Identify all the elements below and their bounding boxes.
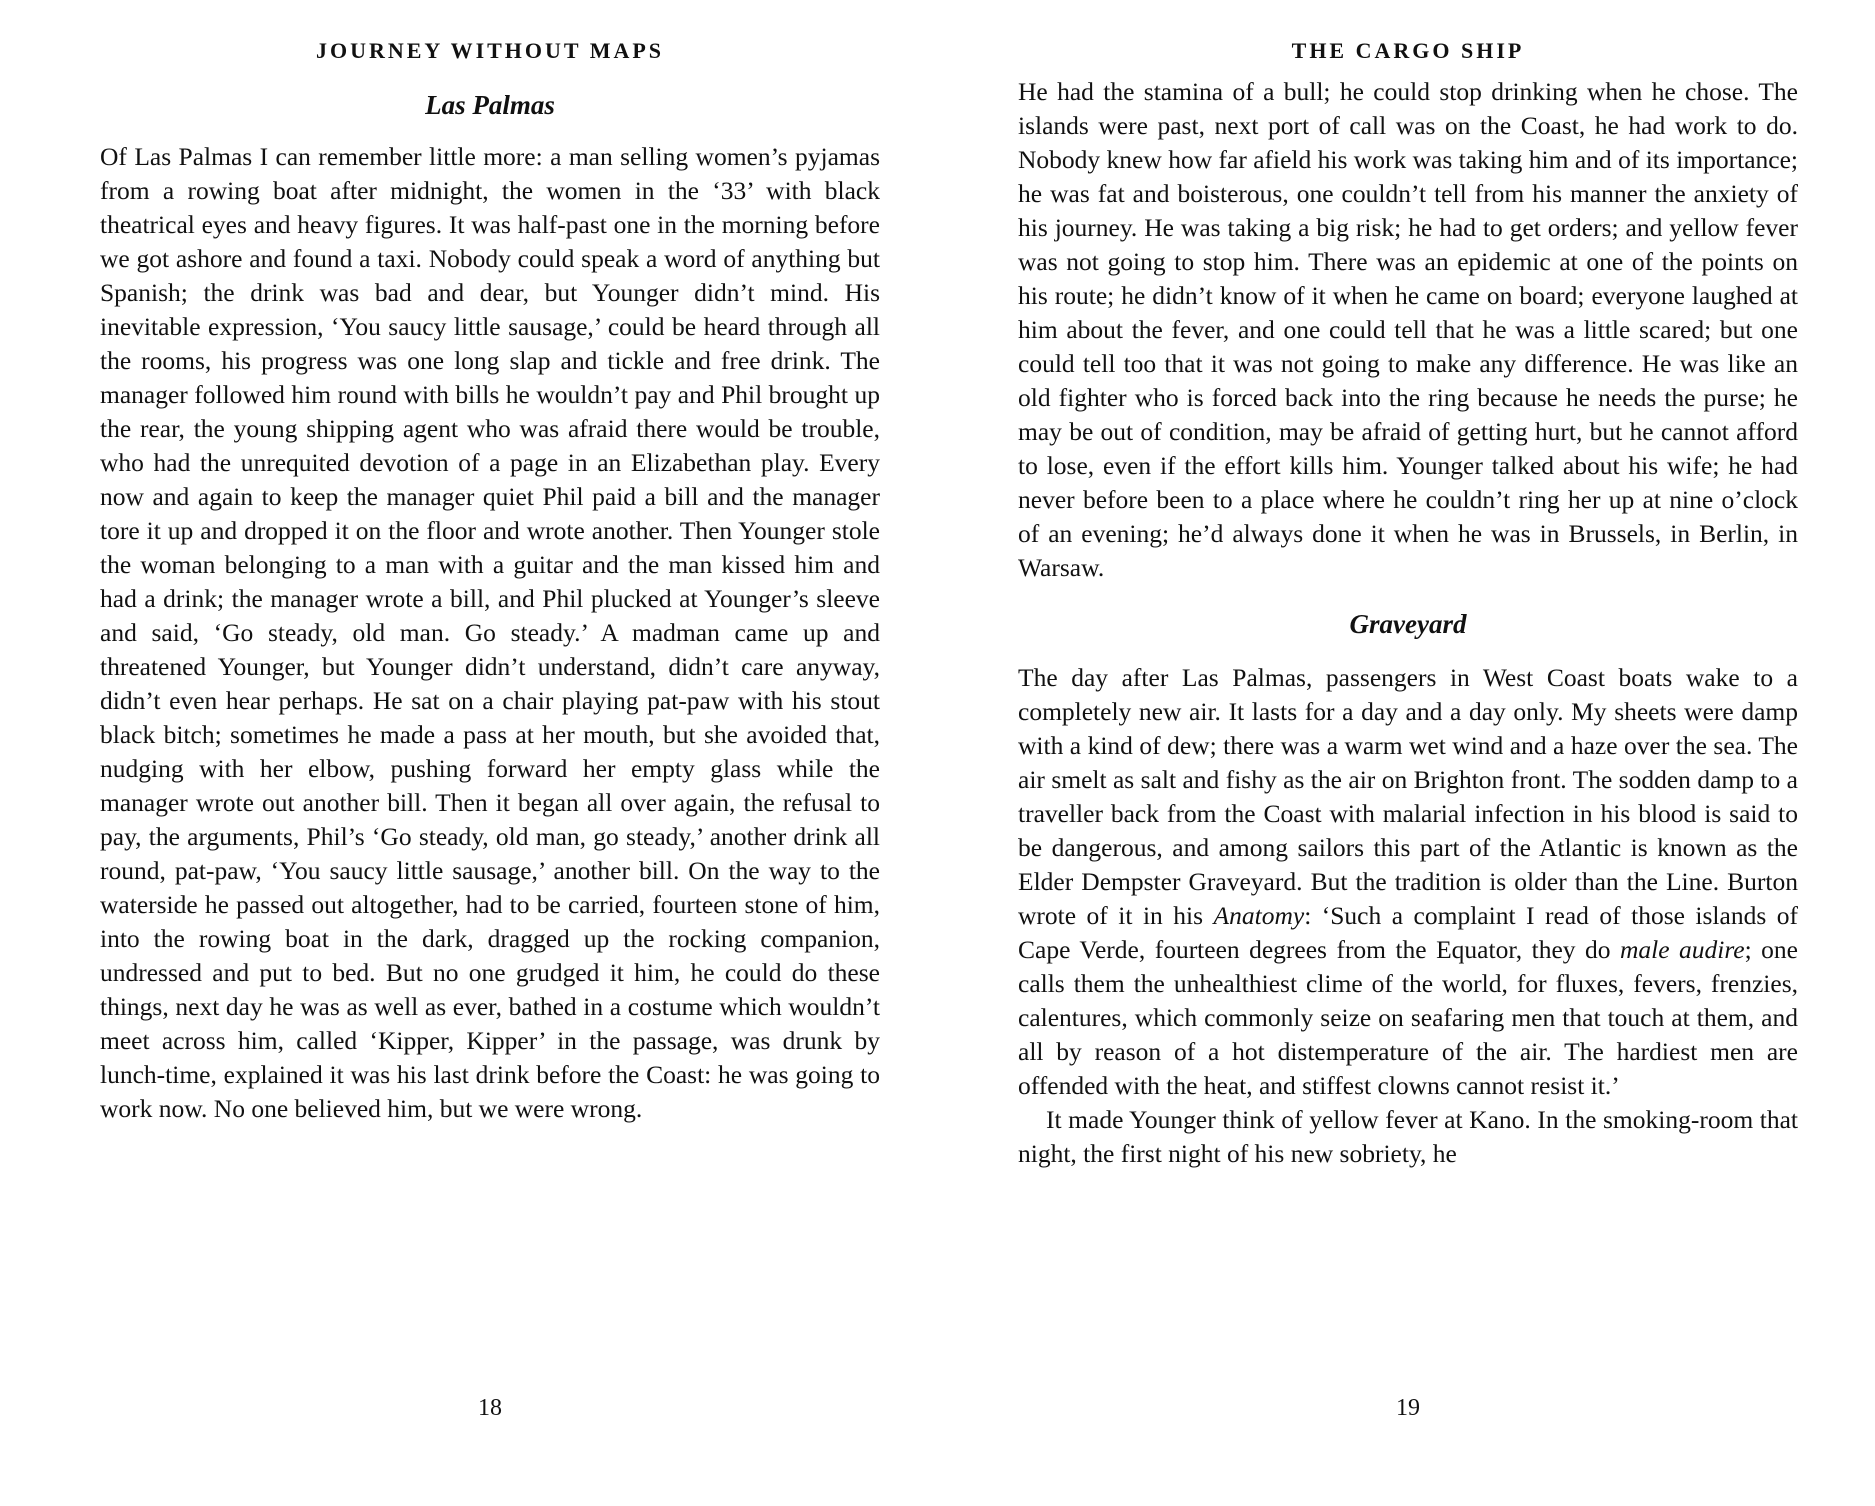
male-audire-phrase: male audire — [1619, 935, 1745, 964]
anatomy-title: Anatomy — [1213, 901, 1305, 930]
graveyard-text-part-3: ; one calls them the unhealthiest clime of the world, for fluxes, fevers, frenzies, calentures, which commonly seize on seafaring men that touch at them, and all by reason of a hot distemperature of the air. The hardiest men are offended with the heat, and stiffest clowns cannot resist it.’ — [1018, 935, 1798, 1100]
right-running-head: THE CARGO SHIP — [1291, 38, 1525, 63]
graveyard-text-part-1: The day after Las Palmas, passengers in West Coast boats wake to a completely new air. It lasts for a day and a day only. My sheets were damp with a kind of dew; there was a warm wet wind and a haze over the sea. The air smelt as salt and fishy as the air on Brighton front. The sodden damp to a traveller back from the Coast with malarial infection in his blood is said to be dangerous, and among sailors this part of the Atlantic is known as the Elder Dempster Graveyard. But the tradition is older than the Line. Burton wrote of it in his — [1018, 663, 1798, 930]
right-page — [1018, 0, 1798, 1506]
graveyard-text-part-2: : ‘Such a complaint I read of those islands of Cape Verde, fourteen degrees from the Equator, they do — [1018, 901, 1798, 964]
left-page-number: 18 — [478, 1395, 502, 1421]
section-title-las-palmas: Las Palmas — [425, 90, 555, 120]
left-body-text — [100, 140, 880, 1126]
section-title-graveyard: Graveyard — [1349, 609, 1467, 639]
paragraph-kano: It made Younger think of yellow fever at Kano. In the smoking-room that night, the first night of his new sobriety, he — [1018, 1105, 1798, 1168]
paragraph-las-palmas: Of Las Palmas I can remember little more: a man selling women’s pyjamas from a rowing boat after midnight, the women in the ‘33’ with black theatrical eyes and heavy figures. It was half-past one in the morning before we got ashore and found a taxi. Nobody could speak a word of anything but Spanish; the drink was bad and dear, but Younger didn’t mind. His inevitable expression, ‘You saucy little sausage,’ could be heard through all the rooms, his progress was one long slap and tickle and free drink. The manager followed him round with bills he wouldn’t pay and Phil brought up the rear, the young shipping agent who was afraid there would be trouble, who had the unrequited devotion of a page in an Elizabethan play. Every now and again to keep the manager quiet Phil paid a bill and the manager tore it up and dropped it on the floor and wrote another. Then Younger stole the woman belonging to a man with a guitar and the man kissed him and had a drink; the manager wrote a bill, and Phil plucked at Younger’s sleeve and said, ‘Go steady, old man. Go steady.’ A madman came up and threatened Younger, but Younger didn’t understand, didn’t care anyway, didn’t even hear perhaps. He sat on a chair playing pat-paw with his stout black bitch; sometimes he made a pass at her mouth, but she avoided that, nudging with her elbow, pushing forward her empty glass while the manager wrote out another bill. Then it began all over again, the refusal to pay, the arguments, Phil’s ‘Go steady, old man, go steady,’ another drink all round, pat-paw, ‘You saucy little sausage,’ another bill. On the way to the waterside he passed out altogether, had to be carried, fourteen stone of him, into the rowing boat in the dark, dragged up the rocking companion, undressed and put to bed. But no one grudged it him, he could do these things, next day he was as well as ever, bathed in a costume which wouldn’t meet across him, called ‘Kipper, Kipper’ in the passage, was drunk by lunch-time, explained it was his last drink before the Coast: he was going to work now. No one believed him, but we were wrong. — [100, 142, 880, 1123]
right-body-text — [1018, 75, 1798, 1171]
left-page — [100, 0, 880, 1506]
right-page-number: 19 — [1396, 1395, 1420, 1421]
paragraph-graveyard — [1018, 661, 1798, 1103]
paragraph-cargo-ship: He had the stamina of a bull; he could stop drinking when he chose. The islands were past, next port of call was on the Coast, he had work to do. Nobody knew how far afield his work was taking him and of its importance; he was fat and boisterous, one couldn’t tell from his manner the anxiety of his journey. He was taking a big risk; he had to get orders; and yellow fever was not going to stop him. There was an epidemic at one of the points on his route; he didn’t know of it when he came on board; everyone laughed at him about the fever, and one could tell that he was a little scared; but one could tell too that it was not going to make any difference. He was like an old fighter who is forced back into the ring because he needs the purse; he may be out of condition, may be afraid of getting hurt, but he cannot afford to lose, even if the effort kills him. Younger talked about his wife; he had never before been to a place where he couldn’t ring her up at nine o’clock of an evening; he’d always done it when he was in Brussels, in Berlin, in Warsaw. — [1018, 77, 1798, 582]
left-running-head: JOURNEY WITHOUT MAPS — [315, 38, 665, 63]
